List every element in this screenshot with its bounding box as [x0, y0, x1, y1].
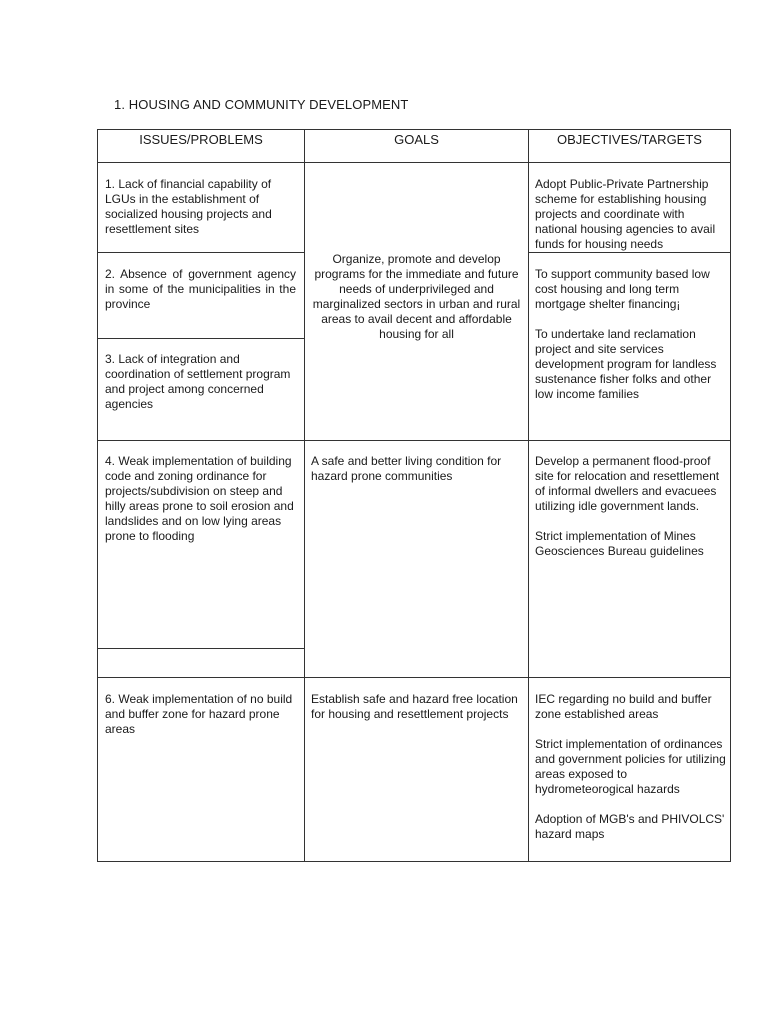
issue-cell [105, 267, 296, 312]
objective-cell [535, 177, 728, 252]
objective-cell [535, 267, 728, 402]
header-goals: GOALS [394, 132, 439, 147]
issue-cell [105, 177, 301, 237]
objective-cell [535, 692, 728, 842]
objective-text: Adoption of MGB's and PHIVOLCS' hazard maps [535, 812, 725, 841]
goal-text: A safe and better living condition for hazard prone communities [311, 454, 502, 483]
objective-cell [535, 454, 728, 559]
objective-text: Develop a permanent flood-proof site for relocation and resettlement of informal dwellers and evacuees utilizing idle government lands. [535, 454, 720, 513]
objective-text: To undertake land reclamation project and site services development program for landless sustenance fisher folks and other low income families [535, 327, 717, 401]
issue-cell [105, 692, 301, 737]
issue-text: 6. Weak implementation of no build and buffer zone for hazard prone areas [105, 692, 293, 736]
header-objectives: OBJECTIVES/TARGETS [557, 132, 702, 147]
issue-text: 1. Lack of financial capability of LGUs in the establishment of socialized housing projects and resettlement sites [105, 177, 272, 236]
column-divider [528, 130, 529, 861]
objective-text: IEC regarding no build and buffer zone established areas [535, 692, 712, 721]
column-divider [304, 130, 305, 861]
issue-text: 3. Lack of integration and coordination of settlement program and project among concerned agencies [105, 352, 291, 411]
issue-text: 4. Weak implementation of building code and zoning ordinance for projects/subdivision on steep and hilly areas prone to soil erosion and landslides and on low lying areas prone to flooding [105, 454, 294, 543]
issue-cell [105, 352, 301, 412]
issue-cell [105, 454, 301, 544]
objective-text: Strict implementation of Mines Geosciences Bureau guidelines [535, 529, 704, 558]
issue-text: 2. Absence of government agency in some of the municipalities in the province [105, 267, 296, 311]
section-heading: 1. HOUSING AND COMMUNITY DEVELOPMENT [114, 97, 409, 112]
row-divider [98, 648, 304, 649]
goal-cell [311, 252, 522, 342]
housing-table [97, 129, 731, 862]
objective-text: To support community based low cost housing and long term mortgage shelter financing¡ [535, 267, 710, 311]
objective-text: Strict implementation of ordinances and government policies for utilizing areas exposed to hydrometeorogical hazards [535, 737, 726, 796]
goal-text: Establish safe and hazard free location for housing and resettlement projects [311, 692, 518, 721]
row-divider [98, 440, 730, 441]
goal-cell [311, 454, 522, 484]
header-divider [98, 162, 730, 163]
row-divider [98, 338, 304, 339]
goal-cell [311, 692, 522, 722]
header-issues: ISSUES/PROBLEMS [139, 132, 263, 147]
row-divider [98, 677, 730, 678]
row-divider [528, 252, 730, 253]
row-divider [98, 252, 304, 253]
goal-text: Organize, promote and develop programs for the immediate and future needs of underprivileged and marginalized sectors in urban and rural areas to avail decent and affordable housing for all [312, 252, 521, 341]
objective-text: Adopt Public-Private Partnership scheme for establishing housing projects and coordinate with national housing agencies to avail funds for housing needs [535, 177, 716, 251]
